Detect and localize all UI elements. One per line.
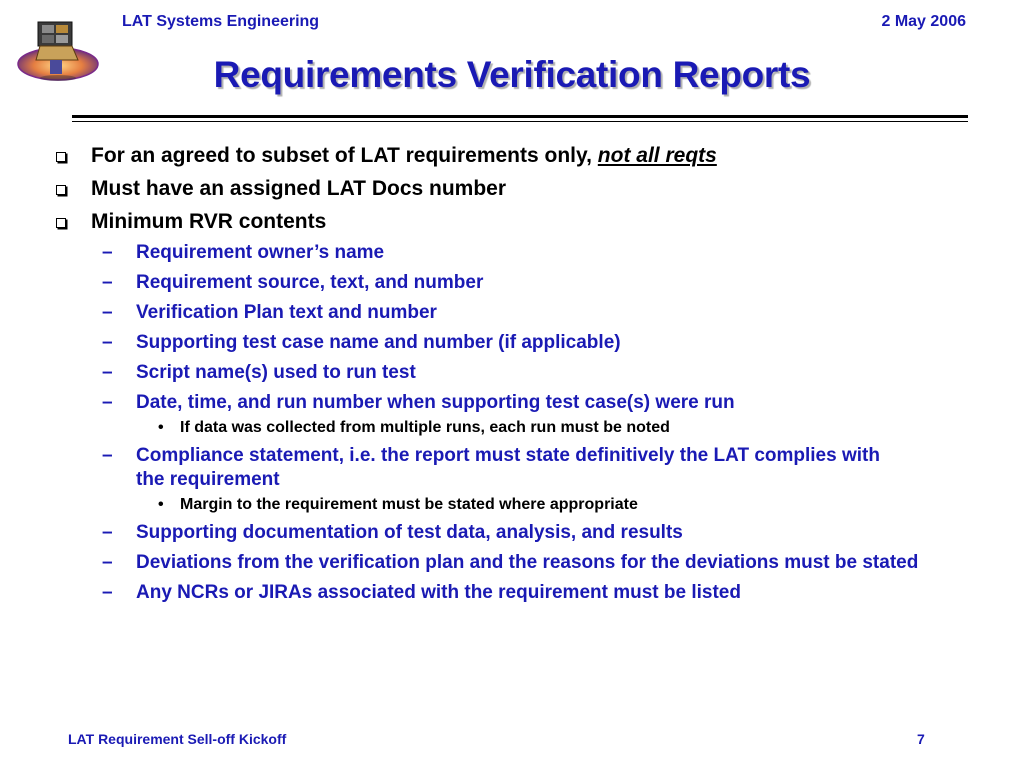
hollow-square-bullet-icon xyxy=(56,185,66,195)
sub-item-text: Requirement source, text, and number xyxy=(136,272,484,293)
dash-marker: – xyxy=(102,242,113,263)
sub-item xyxy=(54,331,984,355)
sub-item-text: Script name(s) used to run test xyxy=(136,362,416,383)
dash-marker: – xyxy=(102,272,113,293)
dash-marker: – xyxy=(102,581,113,603)
note-item xyxy=(54,418,984,438)
slide-title: Requirements Verification Reports xyxy=(213,54,811,95)
sub-item xyxy=(54,444,984,491)
sub-item xyxy=(54,301,984,325)
note-text: If data was collected from multiple runs, each run must be noted xyxy=(180,419,670,436)
title-divider-thick xyxy=(72,115,968,118)
dash-marker: – xyxy=(102,362,113,383)
bullet-item xyxy=(54,210,984,234)
dash-marker: – xyxy=(102,521,113,543)
dash-marker: – xyxy=(102,392,113,413)
bullet-text: For an agreed to subset of LAT requirements only, xyxy=(91,144,598,167)
dash-marker: – xyxy=(102,445,113,466)
sub-item-text: Verification Plan text and number xyxy=(136,302,437,323)
sub-item-text: Supporting documentation of test data, analysis, and results xyxy=(136,521,683,543)
title-divider-thin xyxy=(72,121,968,122)
sub-item xyxy=(54,271,984,295)
dot-marker: • xyxy=(158,495,164,513)
sub-item-text: Any NCRs or JIRAs associated with the requirement must be listed xyxy=(136,581,741,603)
sub-item xyxy=(54,521,984,545)
bullet-text: Minimum RVR contents xyxy=(91,210,327,233)
slide-content xyxy=(54,144,984,611)
dash-marker: – xyxy=(102,302,113,323)
sub-item xyxy=(54,581,984,605)
bullet-text: Must have an assigned LAT Docs number xyxy=(91,177,507,200)
dot-marker: • xyxy=(158,419,164,436)
dash-marker: – xyxy=(102,332,113,353)
hollow-square-bullet-icon xyxy=(56,218,66,228)
note-item xyxy=(54,495,984,515)
dash-marker: – xyxy=(102,551,113,573)
sub-item xyxy=(54,241,984,265)
page-number: 7 xyxy=(917,731,925,747)
bullet-item xyxy=(54,144,984,168)
header-project: LAT Systems Engineering xyxy=(122,13,320,30)
sub-item xyxy=(54,391,984,415)
sub-item-text: Date, time, and run number when supporting test case(s) were run xyxy=(136,392,735,413)
bullet-emphasis: not all reqts xyxy=(597,144,717,167)
sub-item-text: Deviations from the verification plan and the reasons for the deviations must be stated xyxy=(136,551,919,573)
sub-item-text: Supporting test case name and number (if applicable) xyxy=(136,332,621,353)
header-date: 2 May 2006 xyxy=(881,13,966,30)
bullet-item xyxy=(54,177,984,201)
sub-item xyxy=(54,361,984,385)
hollow-square-bullet-icon xyxy=(56,152,66,162)
footer-title: LAT Requirement Sell-off Kickoff xyxy=(68,731,287,747)
sub-item-text: Compliance statement, i.e. the report must state definitively the LAT complies with the requirement xyxy=(136,445,880,490)
note-text: Margin to the requirement must be stated where appropriate xyxy=(180,495,638,513)
sub-item-text: Requirement owner’s name xyxy=(136,242,385,263)
sub-item xyxy=(54,551,984,575)
